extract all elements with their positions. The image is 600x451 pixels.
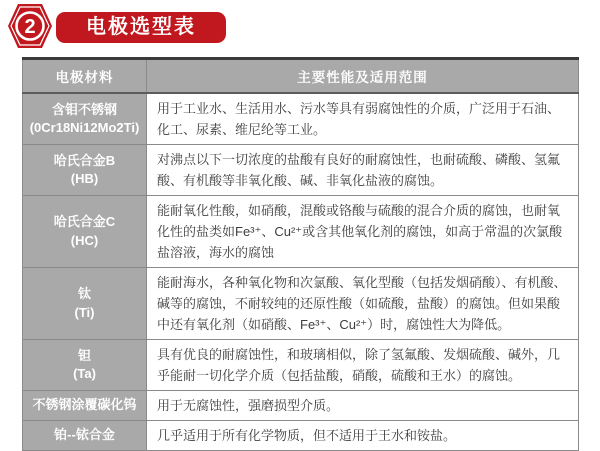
- description-cell: 具有优良的耐腐蚀性，和玻璃相似，除了氢氟酸、发烟硫酸、碱外，几乎能耐一切化学介质（包括盐酸，硝酸，硫酸和王水）的腐蚀。: [147, 340, 579, 391]
- table-row: [23, 421, 579, 451]
- description-cell: 能耐海水，各种氧化物和次氯酸、氧化型酸（包括发烟硝酸）、有机酸、碱等的腐蚀，不耐较纯的还原性酸（如硫酸，盐酸）的腐蚀。但如果酸中还有氧化剂（如硝酸、Fe³⁺、Cu²⁺）时，腐蚀性大为降低。: [147, 268, 579, 340]
- material-name: 钛: [77, 286, 91, 302]
- description-cell: 用于无腐蚀性，强磨损型介质。: [147, 391, 579, 421]
- page-title: 电极选型表: [56, 12, 226, 43]
- description-cell: 能耐氧化性酸，如硝酸，混酸或铬酸与硫酸的混合介质的腐蚀，也耐氧化性的盐类如Fe³⁺、Cu²⁺或含其他氧化剂的腐蚀，如高于常温的次氯酸盐溶液，海水的腐蚀: [147, 196, 579, 268]
- column-header-material: 电极材料: [23, 59, 147, 94]
- table-header: [23, 59, 579, 94]
- material-grade: (Ta): [73, 366, 96, 381]
- table-row: [23, 340, 579, 391]
- description-cell: 用于工业水、生活用水、污水等具有弱腐蚀性的介质，广泛用于石油、化工、尿素、维尼纶等工业。: [147, 93, 579, 145]
- column-header-performance: 主要性能及适用范围: [147, 59, 579, 94]
- material-name: 不锈钢涂覆碳化钨: [32, 397, 137, 413]
- material-grade: (Ti): [74, 304, 95, 320]
- table-row: [23, 145, 579, 196]
- table-body: [23, 93, 579, 451]
- description-cell: 几乎适用于所有化学物质，但不适用于王水和铵盐。: [147, 421, 579, 451]
- page-header: [0, 0, 600, 55]
- table-header-row: [23, 59, 579, 94]
- material-cell: [23, 421, 147, 451]
- material-cell: [23, 268, 147, 340]
- material-name: 哈氏合金B: [53, 152, 116, 168]
- material-name: 哈氏合金C: [53, 214, 116, 230]
- material-grade: (HB): [70, 171, 99, 186]
- table-row: [23, 268, 579, 340]
- material-name: 钽: [77, 347, 91, 363]
- material-cell: [23, 196, 147, 268]
- table-row: [23, 93, 579, 145]
- table-row: [23, 196, 579, 268]
- material-name: 铂--铱合金: [54, 427, 115, 443]
- material-cell: [23, 93, 147, 145]
- material-cell: [23, 145, 147, 196]
- material-name: 含钼不锈钢: [51, 101, 117, 117]
- electrode-selection-table: [22, 57, 579, 451]
- material-cell: [23, 391, 147, 421]
- table-row: [23, 391, 579, 421]
- badge-number: 2: [24, 16, 36, 38]
- description-cell: 对沸点以下一切浓度的盐酸有良好的耐腐蚀性，也耐硫酸、磷酸、氢氟酸、有机酸等非氧化酸、碱、非氧化盐液的腐蚀。: [147, 145, 579, 196]
- number-badge-hexagon-icon: [7, 3, 53, 49]
- material-cell: [23, 340, 147, 391]
- material-grade: (0Cr18Ni12Mo2Ti): [29, 120, 140, 135]
- material-grade: (HC): [70, 232, 99, 248]
